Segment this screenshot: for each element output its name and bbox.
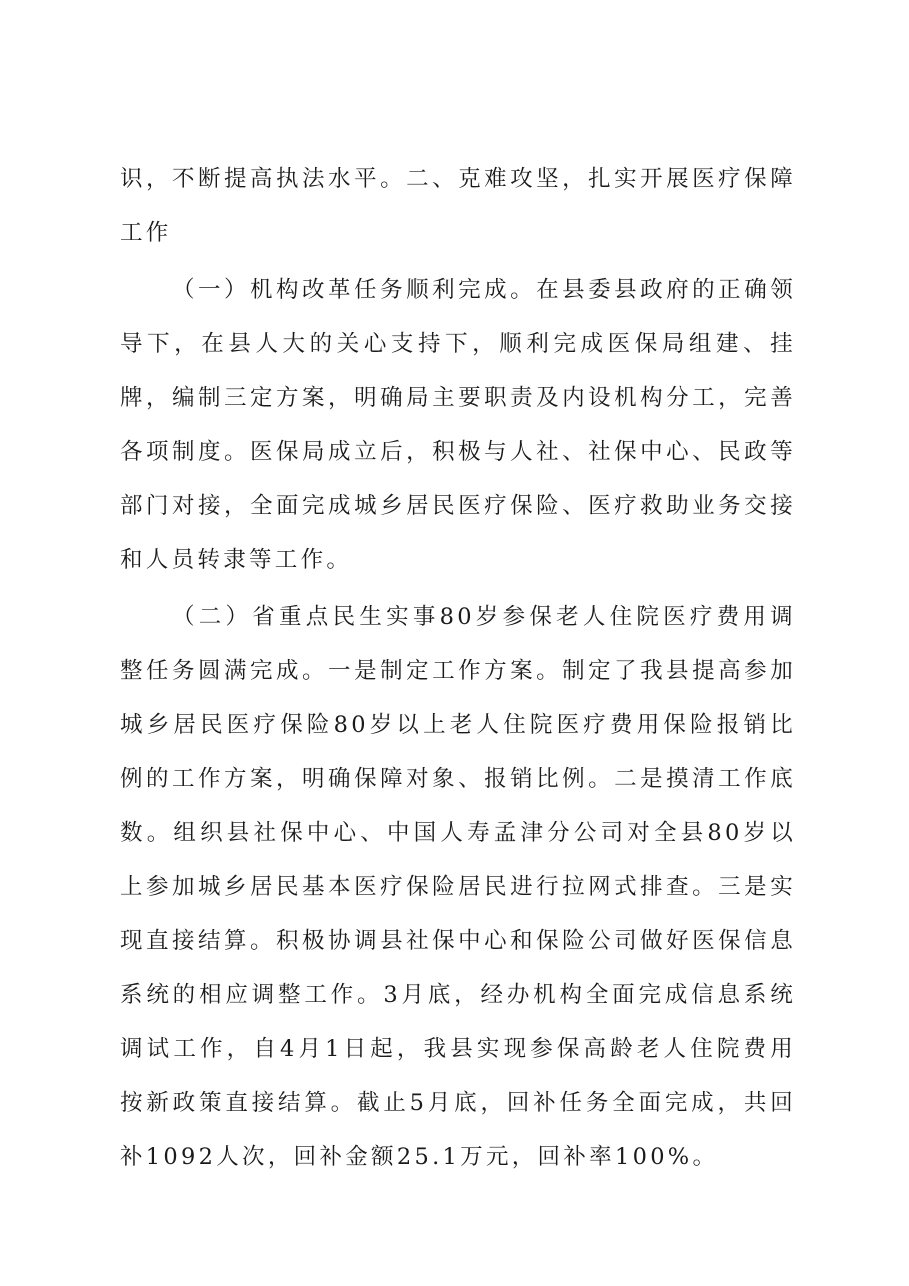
document-body — [120, 152, 796, 1187]
paragraph-institutional-reform: （一）机构改革任务顺利完成。在县委县政府的正确领导下，在县人大的关心支持下，顺利完成医保局组建、挂牌，编制三定方案，明确局主要职责及内设机构分工，完善各项制度。医保局成立后，积极与人社、社保中心、民政等部门对接，全面完成城乡居民医疗保险、医疗救助业务交接和人员转隶等工作。 — [120, 277, 796, 573]
paragraph-continuation: 识，不断提高执法水平。二、克难攻坚，扎实开展医疗保障工作 — [120, 166, 796, 246]
paragraph-elderly-insurance: （二）省重点民生实事80岁参保老人住院医疗费用调整任务圆满完成。一是制定工作方案。制定了我县提高参加城乡居民医疗保险80岁以上老人住院医疗费用保险报销比例的工作方案，明确保障对象、报销比例。二是摸清工作底数。组织县社保中心、中国人寿孟津分公司对全县80岁以上参加城乡居民基本医疗保险居民进行拉网式排查。三是实现直接结算。积极协调县社保中心和保险公司做好医保信息系统的相应调整工作。3月底，经办机构全面完成信息系统调试工作，自4月1日起，我县实现参保高龄老人住院费用按新政策直接结算。截止5月底，回补任务全面完成，共回补1092人次，回补金额25.1万元，回补率100%。 — [120, 604, 796, 1170]
